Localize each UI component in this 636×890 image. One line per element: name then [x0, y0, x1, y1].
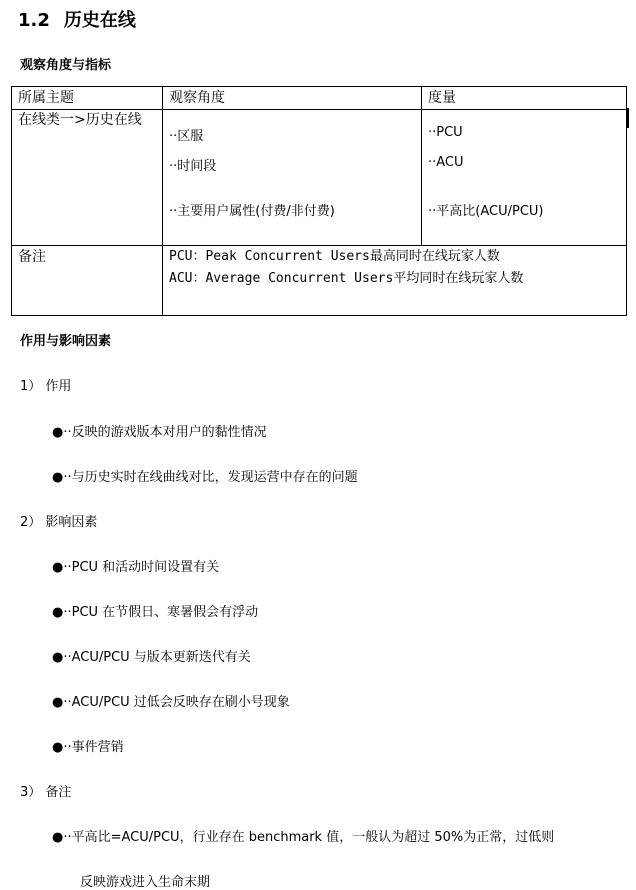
table-row — [12, 246, 627, 316]
list-item: ●··ACU/PCU 与版本更新迭代有关 — [52, 650, 251, 665]
list-item: ●··与历史实时在线曲线对比，发现运营中存在的问题 — [52, 470, 358, 485]
section-title-text: 历史在线 — [63, 10, 136, 31]
section-number: 1.2 — [18, 10, 50, 31]
list-item: ●··PCU 在节假日、寒暑假会有浮动 — [52, 605, 259, 620]
header-angle: 观察角度 — [163, 87, 422, 110]
list-item: ●··事件营销 — [52, 740, 124, 755]
measure-item: ··PCU — [428, 125, 463, 140]
observe-heading: 观察角度与指标 — [20, 58, 112, 73]
angle-item: ··区服 — [169, 129, 204, 144]
header-measure: 度量 — [422, 87, 627, 110]
measure-item: ··平高比(ACU/PCU) — [428, 204, 544, 219]
list-item: ●··PCU 和活动时间设置有关 — [52, 560, 220, 575]
group-label: 2） 影响因素 — [20, 515, 98, 530]
list-item: ●··平高比=ACU/PCU，行业存在 benchmark 值，一般认为超过 50%为正常，过低则 — [52, 830, 555, 845]
list-item-continuation: 反映游戏进入生命末期 — [80, 875, 211, 890]
group-label: 3） 备注 — [20, 785, 72, 800]
metric-table — [11, 86, 627, 316]
section-title — [18, 6, 136, 32]
table-header-row — [12, 87, 627, 110]
list-item: ●··反映的游戏版本对用户的黏性情况 — [52, 425, 267, 440]
note-label-cell: 备注 — [12, 246, 163, 316]
group-label: 1） 作用 — [20, 379, 72, 394]
angle-item: ··主要用户属性(付费/非付费) — [169, 204, 335, 219]
angle-item: ··时间段 — [169, 159, 217, 174]
measure-item: ··ACU — [428, 155, 464, 170]
header-theme: 所属主题 — [12, 87, 163, 110]
table-row — [12, 110, 627, 246]
note-line: ACU：Average Concurrent Users平均同时在线玩家人数 — [169, 271, 524, 286]
measure-cell — [422, 110, 627, 246]
list-item: ●··ACU/PCU 过低会反映存在刷小号现象 — [52, 695, 290, 710]
text-cursor — [627, 108, 629, 128]
note-cell — [163, 246, 627, 316]
angle-cell — [163, 110, 422, 246]
theme-cell: 在线类一>历史在线 — [12, 110, 163, 246]
effect-heading: 作用与影响因素 — [20, 334, 112, 349]
note-line: PCU：Peak Concurrent Users最高同时在线玩家人数 — [169, 249, 500, 264]
